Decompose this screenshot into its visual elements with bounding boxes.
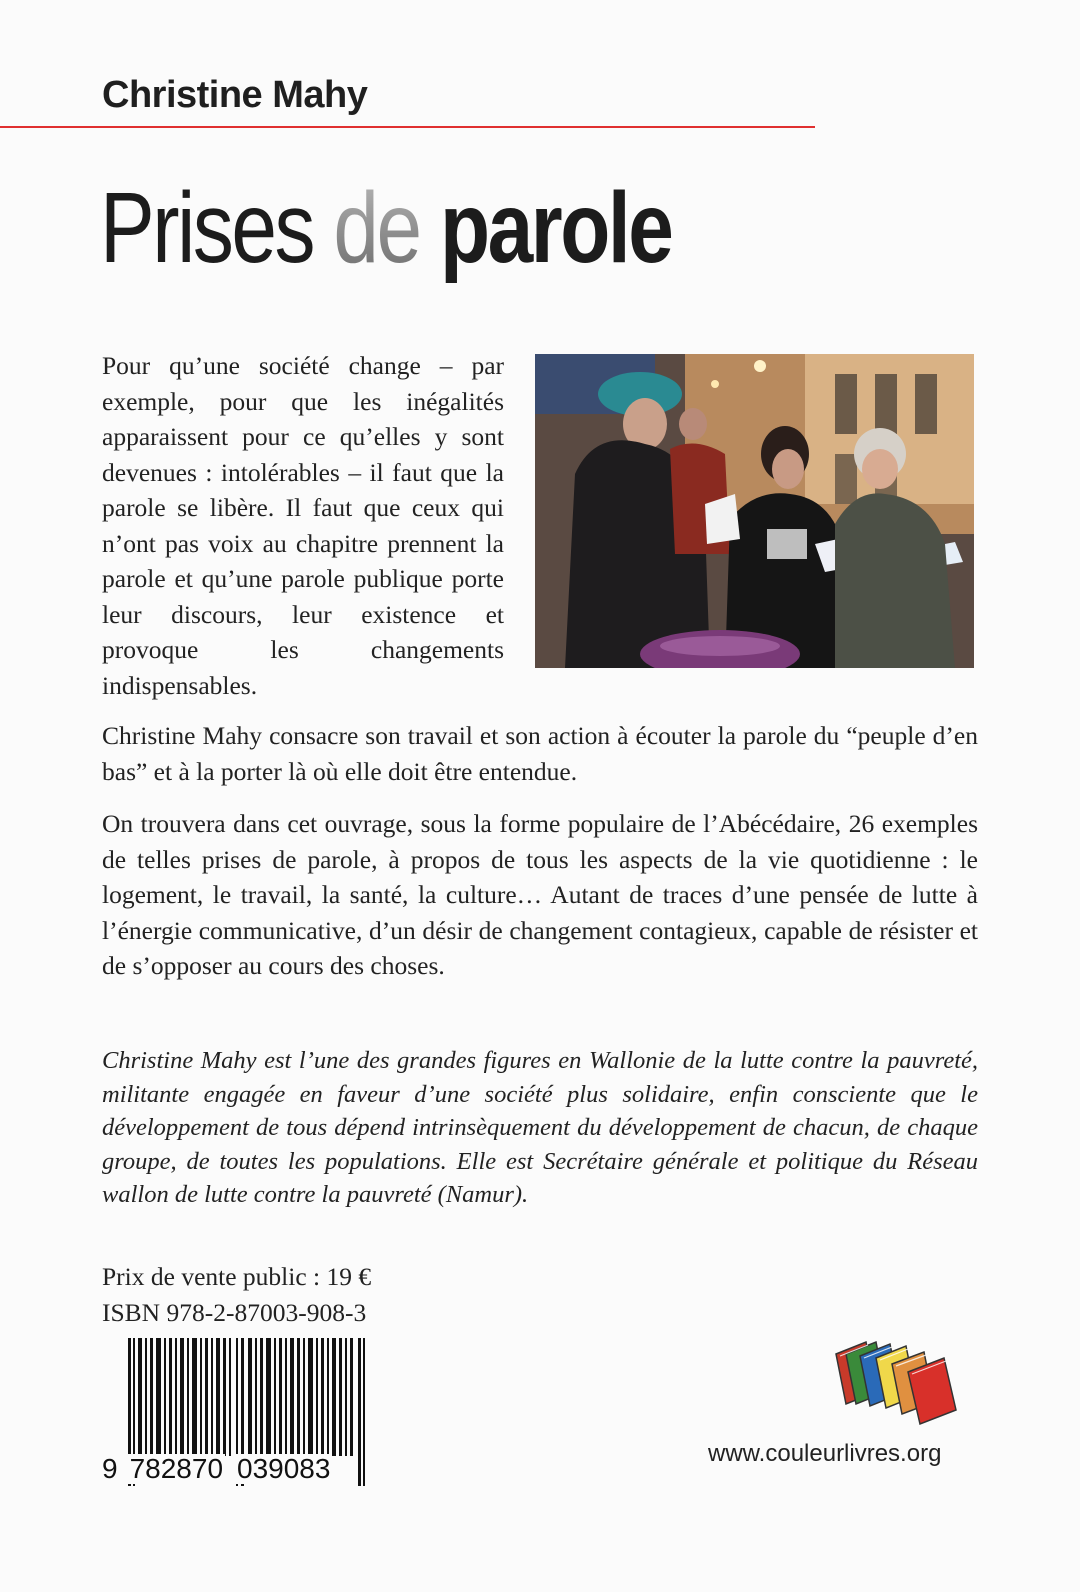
third-paragraph: On trouvera dans cet ouvrage, sous la forme populaire de l’Abécédaire, 26 exemples de telles prises de parole, à propos de tous les aspects de la vie quotidienne : le logement, le travail, la santé, la culture… Autant de traces d’une pensée de lutte à l’énergie communicative, d’un désir de changement contagieux, capable de résister et de s’opposer au cours des choses.	[102, 809, 978, 980]
red-divider-line	[0, 126, 815, 128]
retail-price: Prix de vente public : 19 €	[102, 1262, 372, 1291]
cover-photo-people-reading	[535, 354, 974, 668]
author-name: Christine Mahy	[102, 74, 368, 116]
title-word-1: Prises	[100, 172, 314, 284]
intro-paragraph: Pour qu’une société change – par exemple, pour que les inégalités apparaissent pour ce qu’elles y sont devenues : intolérables – il faut que la parole se libère. Il faut que ceux qui n’ont pas voix au chapitre prennent la parole et qu’une parole publique porte leur discours, leur existence et provoque les changements indispensables.	[102, 351, 504, 700]
barcode-right-digits: 039083	[237, 1453, 331, 1484]
title-word-3: parole	[440, 172, 672, 284]
barcode-left-digits: 782870	[129, 1453, 224, 1484]
publisher-books-logo	[832, 1328, 962, 1428]
book-title	[100, 172, 672, 284]
second-paragraph: Christine Mahy consacre son travail et son action à écouter la parole du “peuple d’en bas” et à la porter là où elle doit être entendue.	[102, 721, 978, 786]
title-word-2: de	[333, 172, 420, 284]
publisher-website[interactable]: www.couleurlivres.org	[708, 1440, 942, 1467]
isbn-number: ISBN 978-2-87003-908-3	[102, 1298, 367, 1327]
barcode-digits	[100, 1450, 375, 1484]
barcode-first-digit: 9	[102, 1453, 118, 1484]
author-bio: Christine Mahy est l’une des grandes figures en Wallonie de la lutte contre la pauvreté, militante engagée en faveur d’une société plus solidaire, enfin consciente que le développement de tous dépend intrinsèquement du développement de chacun, de chaque groupe, de toutes les populations. Elle est Secrétaire générale et politique du Réseau wallon de lutte contre la pauvreté (Namur).	[102, 1047, 978, 1208]
